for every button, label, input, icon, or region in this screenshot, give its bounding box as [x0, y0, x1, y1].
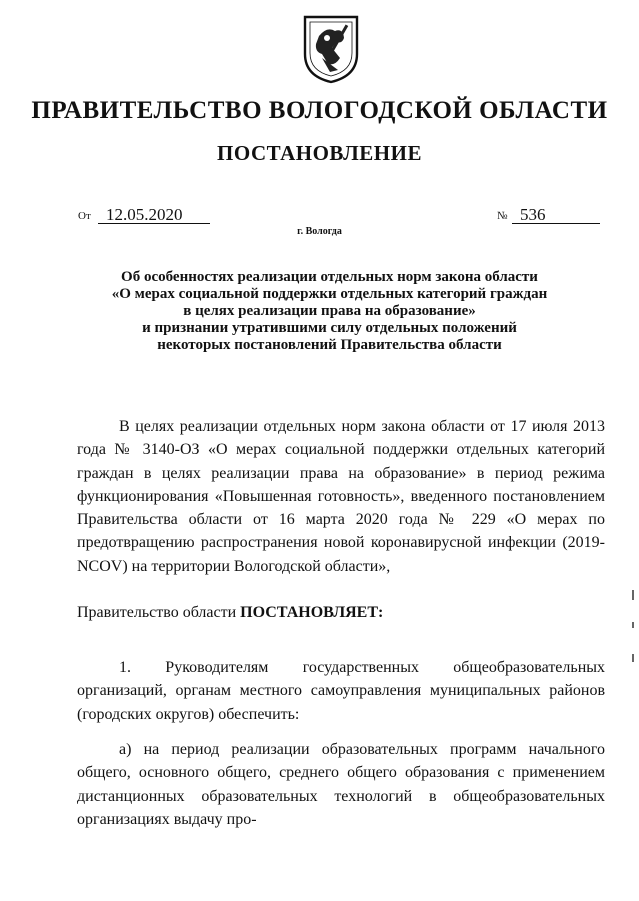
- title-line: некоторых постановлений Правительства области: [157, 337, 502, 353]
- decree-paragraph: [77, 601, 605, 624]
- decree-word: ПОСТАНОВЛЯЕТ:: [240, 604, 384, 621]
- title-line: «О мерах социальной поддержки отдельных категорий граждан: [111, 286, 548, 302]
- number-underline: [512, 223, 600, 224]
- number-label: №: [497, 210, 508, 222]
- title-line: в целях реализации права на образование»: [183, 303, 476, 319]
- scan-margin-mark: [632, 590, 634, 670]
- document-title: [40, 269, 619, 354]
- organization-name: ПРАВИТЕЛЬСТВО ВОЛОГОДСКОЙ ОБЛАСТИ: [31, 97, 608, 124]
- decree-prefix: Правительство области: [77, 604, 241, 621]
- document-type: ПОСТАНОВЛЕНИЕ: [217, 141, 422, 165]
- item-1-paragraph: 1. Руководителям государственных общеобразовательных организаций, органам местного самоуправления муниципальных районов (городских округов) обеспечить:: [77, 659, 605, 723]
- date-value: 12.05.2020: [106, 205, 183, 224]
- city-name: г. Вологда: [297, 226, 342, 237]
- title-line: Об особенностях реализации отдельных норм закона области: [121, 269, 538, 285]
- number-value: 536: [520, 205, 546, 224]
- date-label: От: [78, 210, 91, 222]
- title-line: и признании утратившими силу отдельных положений: [142, 320, 517, 336]
- coat-of-arms-emblem: [302, 14, 360, 84]
- preamble-paragraph: В целях реализации отдельных норм закона области от 17 июля 2013 года № 3140-ОЗ «О мерах социальной поддержки отдельных категорий граждан в целях реализации права на образование» в период режима функционирования «Повышенная готовность», введенного постановлением Правительства области от 16 марта 2020 года № 229 «О мерах по предотвращению распространения новой коронавирусной инфекции (2019-NCOV) на территории Вологодской области»,: [77, 418, 605, 575]
- item-1a-paragraph: а) на период реализации образовательных программ начального общего, основного общего, среднего общего образования с применением дистанционных образовательных технологий в общеобразовательных организациях выдачу про-: [77, 741, 605, 828]
- date-underline: [98, 223, 210, 224]
